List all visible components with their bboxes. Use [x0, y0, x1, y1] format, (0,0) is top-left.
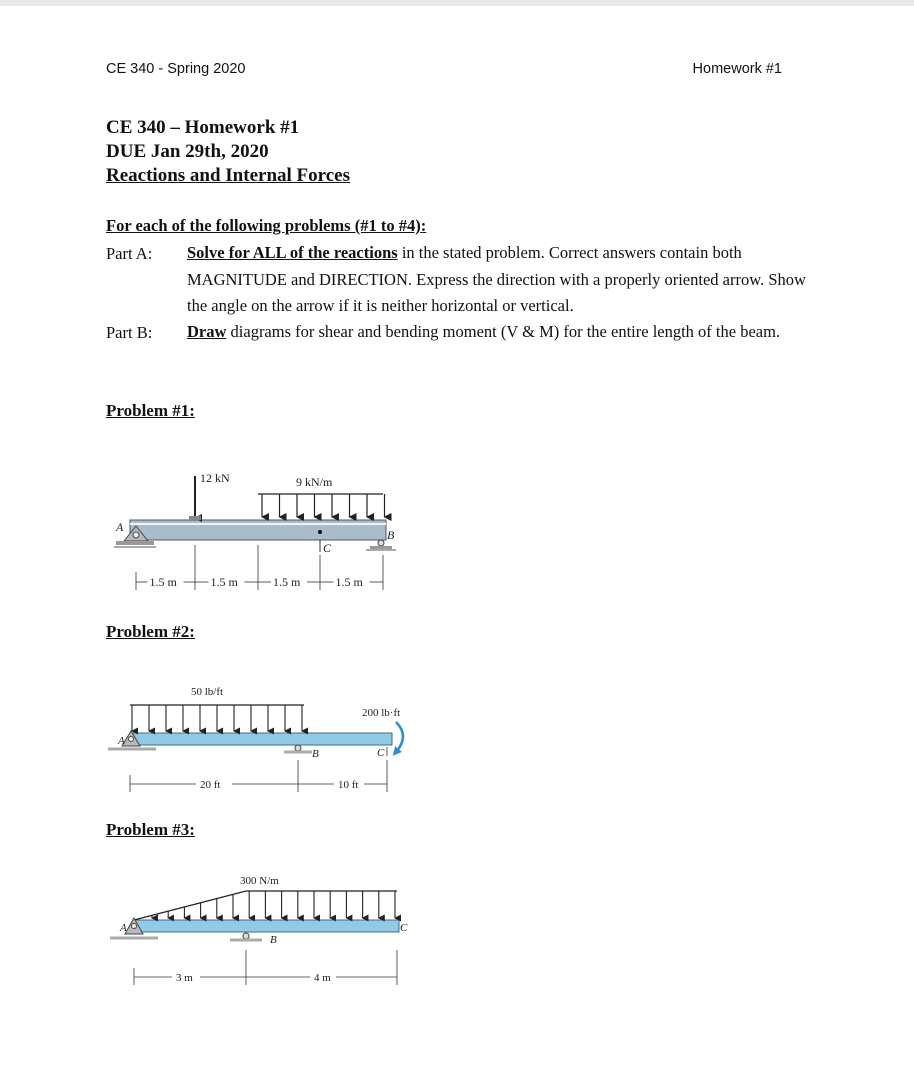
problem3-label-b: B — [270, 934, 277, 946]
part-b-label: Part B: — [106, 323, 153, 342]
problem2-heading: Problem #2: — [106, 622, 195, 641]
title-topic: Reactions and Internal Forces — [106, 165, 350, 186]
problem2-dim-1: 20 ft — [200, 779, 221, 791]
problem1-dim-2: 1.5 m — [210, 575, 238, 589]
problem3-label-a: A — [120, 922, 127, 934]
problem1-heading: Problem #1: — [106, 401, 195, 420]
title-due: DUE Jan 29th, 2020 — [106, 141, 269, 162]
problem2-label-b: B — [312, 748, 319, 760]
instructions-intro: For each of the following problems (#1 to #4): — [106, 216, 427, 235]
problem2-moment-label: 200 lb·ft — [362, 707, 401, 719]
problem3-label-c: C — [400, 922, 408, 934]
problem1-dim-1: 1.5 m — [149, 575, 177, 589]
part-a-label: Part A: — [106, 244, 153, 263]
part-a-rest: in the stated problem. Correct answers contain both MAGNITUDE and DIRECTION. Express the direction with a properly oriented arrow. Show the angle on the arrow if it is neither horizontal or vertical. — [187, 243, 806, 315]
problem3-dist-arrows — [152, 891, 395, 918]
title-course: CE 340 – Homework #1 — [106, 117, 300, 138]
problem1-dist-label: 9 kN/m — [296, 475, 333, 489]
part-b-rest: diagrams for shear and bending moment (V & M) for the entire length of the beam. — [226, 322, 781, 341]
problem1-dim-3: 1.5 m — [273, 575, 301, 589]
problem3-beam — [134, 920, 399, 932]
problem3-dimension-line — [134, 950, 397, 985]
problem1-label-b: B — [387, 528, 395, 542]
header-homework: Homework #1 — [692, 61, 782, 77]
problem3-dim-2: 4 m — [314, 972, 331, 984]
problem2-label-a: A — [118, 735, 125, 747]
problem2-dim-2: 10 ft — [338, 779, 359, 791]
problem2-label-c: C — [377, 747, 385, 759]
header-course: CE 340 - Spring 2020 — [106, 61, 246, 77]
problem1-label-a: A — [116, 520, 124, 534]
part-a-bold: Solve for ALL of the reactions — [187, 243, 398, 262]
problem3-heading: Problem #3: — [106, 820, 195, 839]
problem2-dist-label: 50 lb/ft — [191, 686, 224, 698]
problem1-dim-4: 1.5 m — [335, 575, 363, 589]
problem3-dim-1: 3 m — [176, 972, 193, 984]
part-b-bold: Draw — [187, 322, 227, 341]
problem3-support-b — [230, 933, 262, 940]
problem1-load-label: 12 kN — [200, 471, 230, 485]
problem3-dist-label: 300 N/m — [240, 875, 279, 887]
problem1-label-c: C — [323, 541, 332, 555]
